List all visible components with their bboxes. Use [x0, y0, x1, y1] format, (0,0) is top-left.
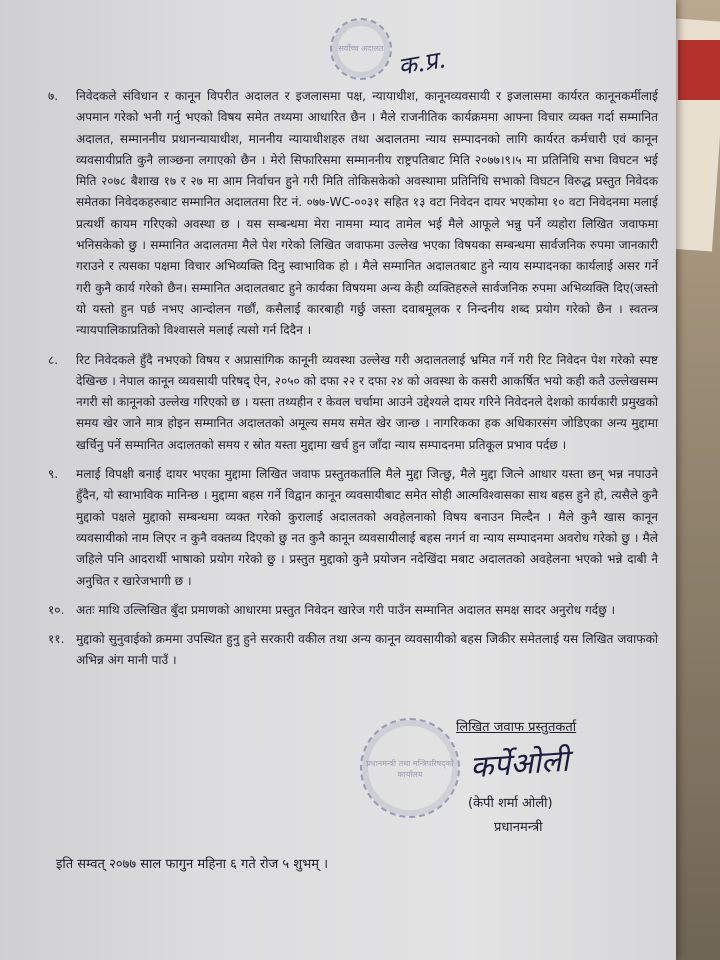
list-item	[48, 600, 658, 621]
item-number: ८.	[48, 352, 59, 367]
office-seal-stamp	[360, 718, 460, 818]
item-text: मलाई विपक्षी बनाई दायर भएका मुद्दामा लिखित जवाफ प्रस्तुतकर्तालि मैले मुद्दा जित्छु, मैले मुद्दा जित्ने आधार यस्ता छन् भन्न नपाउने हुँदैन, यो स्वाभाविक मानिन्छ । मुद्दामा बहस गर्ने विद्वान कानून व्यवसायीबाट समेत सोही आत्मविश्वासका साथ बहस हुने हो, त्यसैले कुनै मुद्दाको पक्षले मुद्दाको सम्बन्धमा व्यक्त गरेको कुरालाई अदालतको अवहेलनाको विषय बनाउन मिल्दैन । मैले कुनै खास कानून व्यवसायीको नाम लिएर न कुनै वक्तव्य दिएको छु नत कुनै कानून व्यवसायीलाई बहस नगर्न वा न्याय सम्पादनमा अवरोध गरेको छु । मैले जहिले पनि आदरार्थी भाषाको प्रयोग गरेको छु । प्रस्तुत मुद्दाको कुनै प्रयोजन नदेखिंदा मबाट अदालतको अवहेलना भएको भन्ने दाबी नै अनुचित र खारेजभागी छ ।	[76, 467, 658, 588]
list-item	[48, 350, 658, 456]
list-item	[48, 629, 658, 672]
background-red-label	[678, 40, 720, 100]
court-seal-stamp	[330, 18, 392, 80]
item-text: रिट निवेदकले हुँदै नभएको विषय र अप्रासांगिक कानूनी व्यवस्था उल्लेख गरी अदालतलाई भ्रमित गर्ने गरी रिट निवेदन पेश गरेको स्पष्ट देखिन्छ । नेपाल कानून व्यवसायी परिषद् ऐन, २०५० को दफा २२ र दफा २४ को अवस्था के कसरी आकर्षित भयो कही कतै उल्लेखसम्म नगरी सो कानूनको उल्लेख गरिएको छ । यस्ता तथ्यहीन र केवल चर्चामा आउने उद्देश्यले दायर गरिने निवेदनले देशको कार्यकारी प्रमुखको समय खेर जाने मात्र होइन सम्मानित अदालतको अमूल्य समय समेत खेर जान्छ । नागरिकका हक अधिकारसंग जोडिएका अन्य मुद्दामा खर्चिनु पर्ने सम्मानित अदालतको समय र स्रोत यस्ता मुद्दामा खर्च हुन जाँदा न्याय सम्पादनमा प्रतिकूल प्रभाव पर्दछ ।	[76, 352, 658, 452]
seal-bottom-text: प्रधानमन्त्री तथा मन्त्रिपरिषद्को कार्यालय	[366, 759, 454, 780]
document-body	[48, 86, 658, 680]
list-item	[48, 86, 658, 342]
seal-top-text: सर्वोच्च अदालत	[338, 44, 384, 54]
signatory-name: (केपी शर्मा ओली)	[468, 796, 553, 811]
item-number: १०.	[48, 602, 65, 617]
item-number: ९.	[48, 467, 59, 482]
item-text: निवेदकले संविधान र कानून विपरीत अदालत र इजलासमा पक्ष, न्यायाधीश, कानूनव्यवसायी र इजलासमा कार्यरत कानूनकर्मीलाई अपमान गरेको भनी गर्नु भएको विषय समेत तथ्यमा आधारित छैन । मैले राजनीतिक कार्यक्रममा आफ्ना विचार व्यक्त गर्दा सम्मानित अदालत, सम्माननीय प्रधानन्यायाधीश, माननीय न्यायाधीशहरु तथा अदालतमा न्याय सम्पादनको लागि कार्यरत कर्मचारी एवं कानून व्यवसायीप्रति कुनै लाञ्छना लगाएको छैन । मेरो सिफारिसमा सम्माननीय राष्ट्रपतिबाट मिति २०७७।९।५ मा प्रतिनिधि सभा विघटन भई मिति २०७८ बैशाख १७ र २७ मा आम निर्वाचन हुने गरी मिति तोकिसकेको अवस्थामा प्रतिनिधि सभाको विघटन विरुद्ध प्रस्तुत निवेदक समेतका निवेदकहरुबाट सम्मानित अदालतमा रिट नं. ०७७-WC-००३१ सहित १३ वटा निवेदन दायर भएकोमा १० वटा निवेदनमा मलाई प्रत्यर्थी कायम गरिएको अवस्था छ । यस सम्बन्धमा मेरा नाममा म्याद तामेल भई मैले आफूले भन्नु पर्ने व्यहोरा लिखित जवाफमा भनिसकेको छु । सम्मानित अदालतमा मैले पेश गरेको लिखित जवाफमा उल्लेख भएका विषयका सम्बन्धमा सार्वजनिक रुपमा जानकारी गराउने र त्यसका पक्षमा विचार अभिव्यक्ति दिनु स्वाभाविक हो । मैले सम्मानित अदालतबाट हुने न्याय सम्पादनका कार्यलाई असर गर्ने गरी कुनै कार्य गरेको छैन। सम्मानित अदालतबाट हुने कार्यका विषयमा अन्य केही व्यक्तिहरुले सार्वजनिक रुपमा अभिव्यक्ति दिए(जस्तो यो यस्तो हुन पर्छ नभए आन्दोलन गर्छौं, कसैलाई कारबाही गर्छु जस्ता दवाबमूलक र निन्दनीय शब्द प्रयोग गरेको छैन । स्वतन्त्र न्यायपालिकाप्रतिको विश्वासले मलाई त्यसो गर्न दिदैन ।	[76, 89, 658, 338]
list-item	[48, 464, 658, 592]
handwritten-signature: कर्पेओली	[469, 743, 571, 786]
initial-signature: क.प्र.	[396, 45, 448, 81]
signatory-label: लिखित जवाफ प्रस्तुतकर्ता	[456, 720, 577, 735]
item-text: अतः माथि उल्लिखित बुँदा प्रमाणको आधारमा प्रस्तुत निवेदन खारेज गरी पाउँन सम्मानित अदालत समक्ष सादर अनुरोध गर्दछु ।	[76, 602, 616, 617]
signatory-title: प्रधानमन्त्री	[494, 820, 543, 835]
item-number: ७.	[48, 89, 59, 103]
date-line: इति सम्वत् २०७७ साल फागुन महिना ६ गते रोज ५ शुभम् ।	[56, 857, 329, 872]
item-number: ११.	[48, 632, 65, 647]
item-text: मुद्दाको सुनुवाईको क्रममा उपस्थित हुनु हुने सरकारी वकील तथा अन्य कानून व्यवसायीको बहस जिकीर समेतलाई यस लिखित जवाफको अभिन्न अंग मानी पाउँ ।	[76, 632, 658, 668]
